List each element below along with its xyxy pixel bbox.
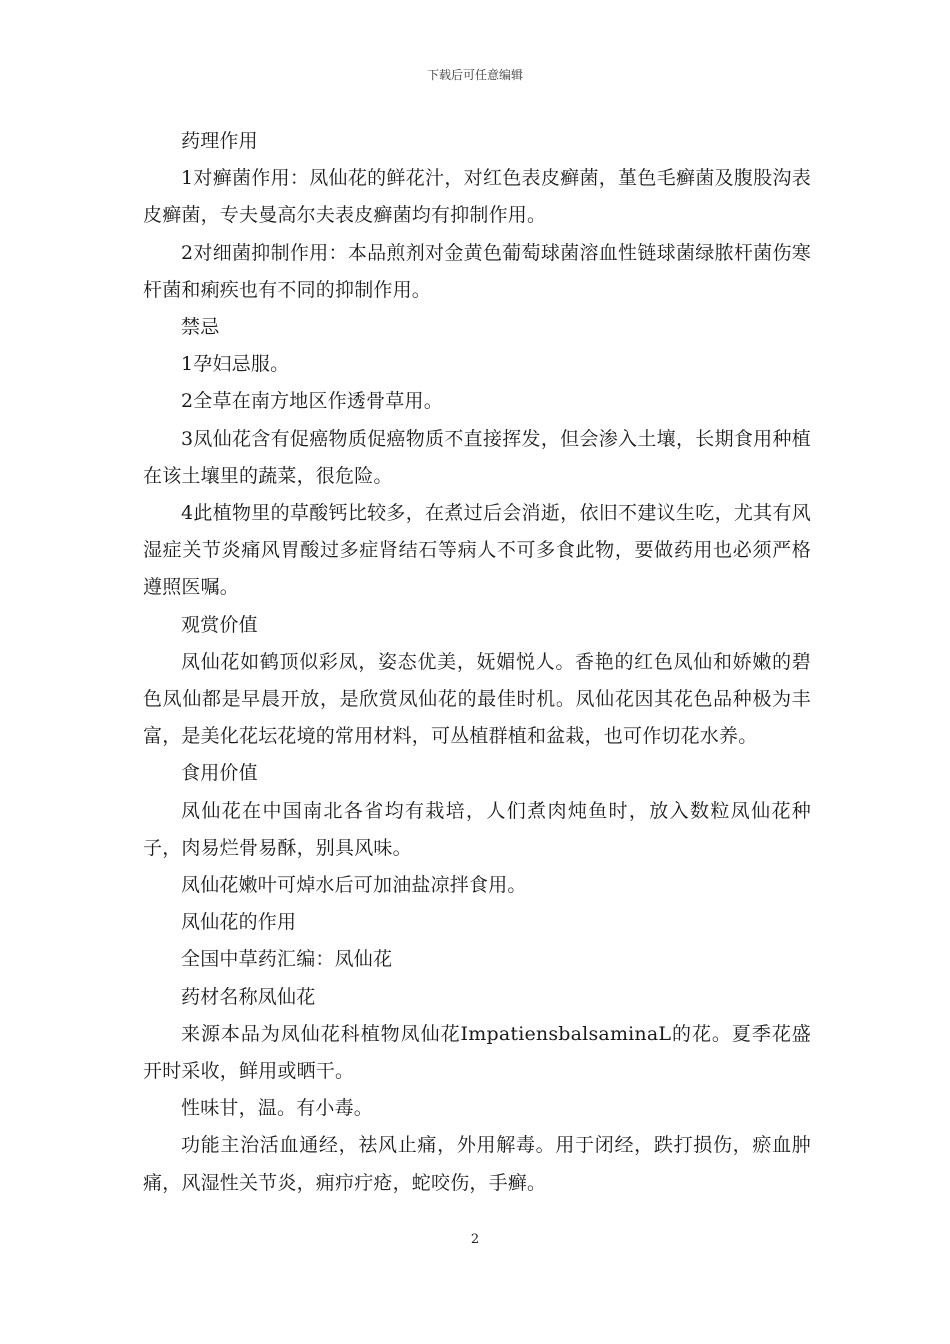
paragraph: 凤仙花嫩叶可焯水后可加油盐凉拌食用。 [181, 874, 527, 897]
paragraph: 2对细菌抑制作用：本品煎剂对金黄色葡萄球菌溶血性链球菌绿脓杆菌伤寒杆菌和痢疾也有不同的抑制作用。 [143, 241, 811, 301]
paragraph: 性味甘，温。有小毒。 [181, 1097, 374, 1120]
paragraph: 3凤仙花含有促癌物质促癌物质不直接挥发，但会渗入土壤，长期食用种植在该土壤里的蔬菜，很危险。 [143, 427, 811, 487]
body-text [143, 123, 811, 1202]
paragraph: 功能主治活血通经，祛风止痛，外用解毒。用于闭经，跌打损伤，瘀血肿痛，风湿性关节炎，痈疖疔疮，蛇咬伤，手癣。 [143, 1134, 811, 1194]
paragraph: 凤仙花在中国南北各省均有栽培，人们煮肉炖鱼时，放入数粒凤仙花种子，肉易烂骨易酥，别具风味。 [143, 799, 811, 859]
paragraph: 1对癣菌作用：凤仙花的鲜花汁，对红色表皮癣菌，堇色毛癣菌及腹股沟表皮癣菌，专夫曼高尔夫表皮癣菌均有抑制作用。 [143, 167, 811, 227]
heading-edible-value: 食用价值 [181, 762, 258, 785]
page-number: 2 [470, 1232, 480, 1247]
paragraph: 全国中草药汇编：凤仙花 [181, 948, 393, 971]
heading-pharmacology: 药理作用 [181, 130, 258, 152]
paragraph: 1孕妇忌服。 [181, 353, 290, 376]
paragraph: 来源本品为凤仙花科植物凤仙花ImpatiensbalsaminaL的花。夏季花盛开时采收，鲜用或晒干。 [143, 1022, 811, 1083]
heading-effects: 凤仙花的作用 [181, 911, 297, 934]
paragraph: 4此植物里的草酸钙比较多，在煮过后会消逝，依旧不建议生吃，尤其有风湿症关节炎痛风胃酸过多症肾结石等病人不可多食此物，要做药用也必须严格遵照医嘱。 [143, 502, 811, 599]
paragraph: 药材名称凤仙花 [181, 985, 316, 1008]
page-header: 下载后可任意编辑 [426, 68, 523, 82]
paragraph: 2全草在南方地区作透骨草用。 [181, 390, 443, 413]
paragraph: 凤仙花如鹤顶似彩凤，姿态优美，妩媚悦人。香艳的红色凤仙和娇嫩的碧色凤仙都是早晨开放，是欣赏凤仙花的最佳时机。凤仙花因其花色品种极为丰富，是美化花坛花境的常用材料，可丛植群植和盆栽，也可作切花水养。 [143, 650, 811, 748]
heading-contraindications: 禁忌 [181, 316, 220, 339]
heading-ornamental-value: 观赏价值 [181, 613, 258, 636]
